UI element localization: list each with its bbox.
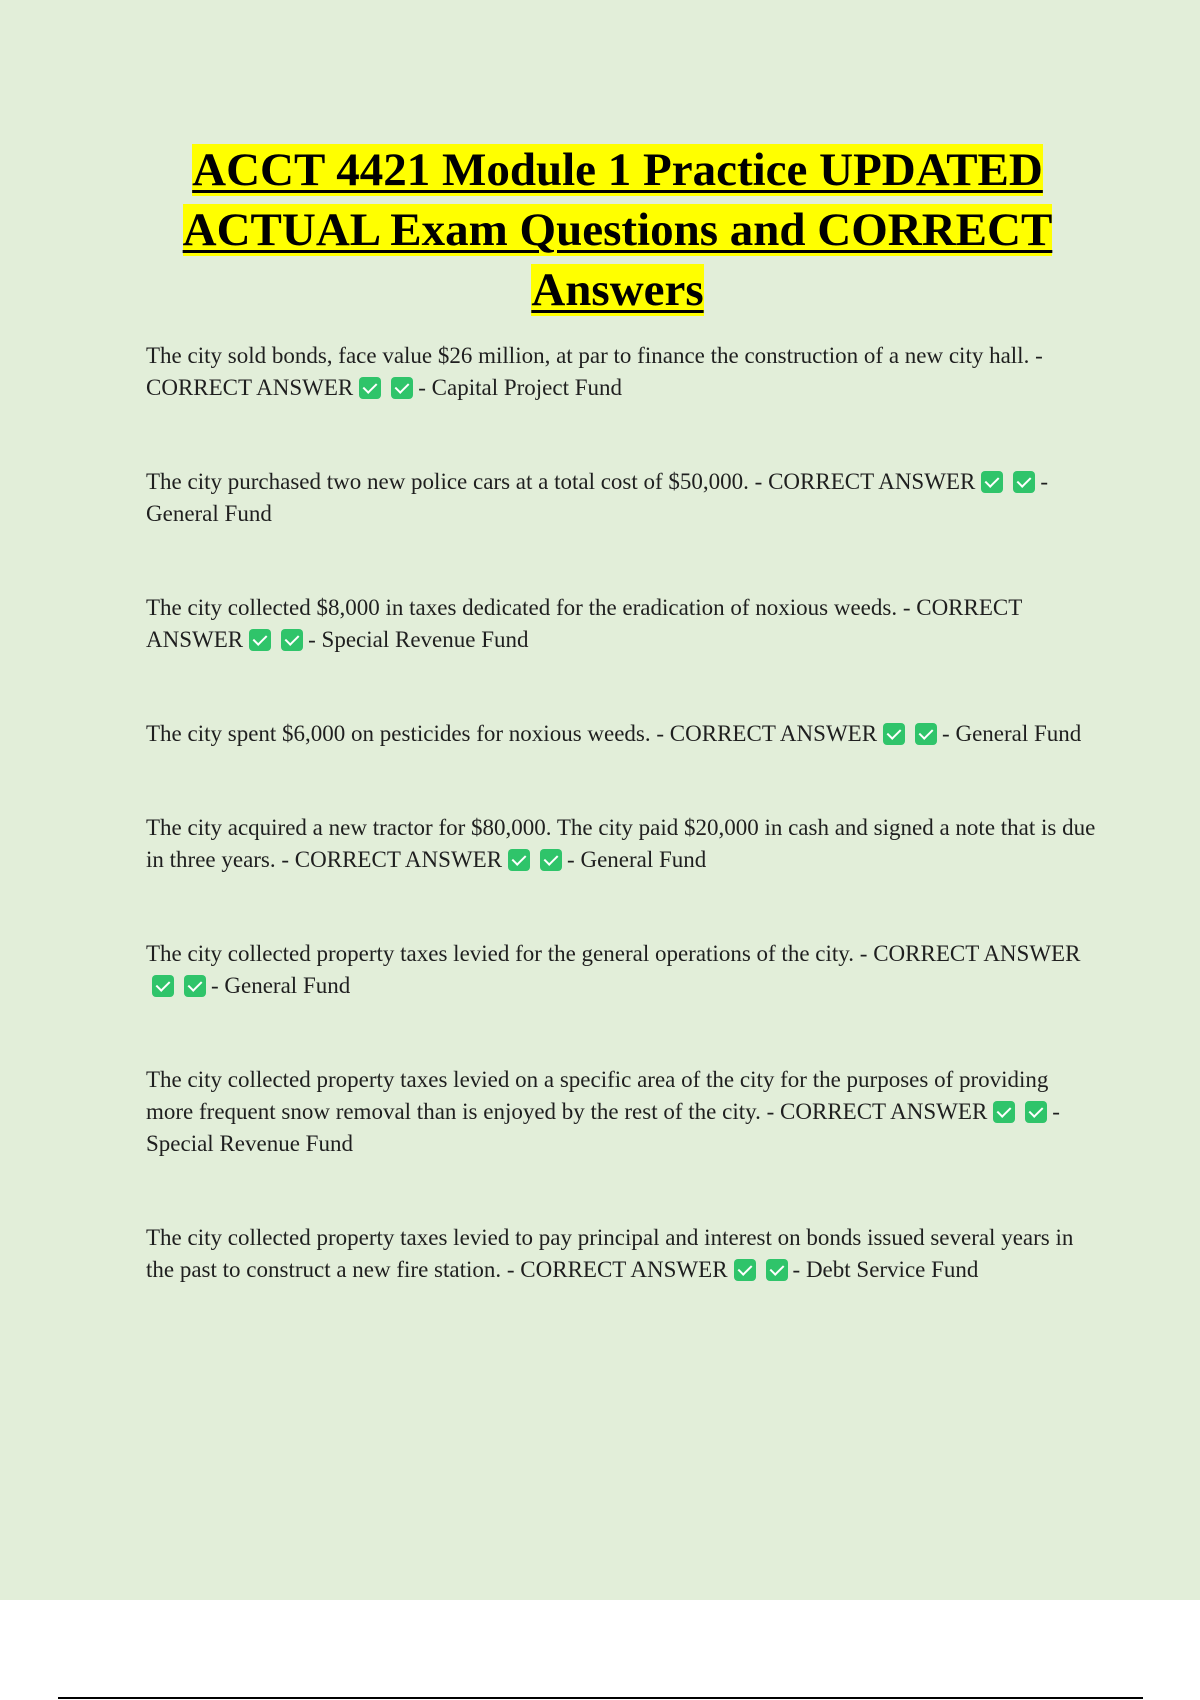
check-box-icon [993,1101,1015,1123]
answer-text: - General Fund [146,469,1048,526]
title-block [100,140,1135,320]
question-text: The city collected property taxes levied on a specific area of the city for the purposes of providing more frequent snow removal than is enjoyed by the rest of the city. - [146,1067,1049,1124]
check-box-icon [734,1259,756,1281]
qa-item [146,1222,1096,1286]
question-text: The city purchased two new police cars at a total cost of $50,000. - [146,469,769,494]
check-box-icon [1013,471,1035,493]
answer-marker: CORRECT ANSWER [146,375,354,400]
answer-text: - Capital Project Fund [418,375,623,400]
check-box-icon [1025,1101,1047,1123]
answer-marker: CORRECT ANSWER [768,469,976,494]
qa-item [146,1064,1096,1160]
check-box-icon [249,629,271,651]
question-text: The city spent $6,000 on pesticides for noxious weeds. - [146,721,670,746]
check-box-icon [152,975,174,997]
check-box-icon [184,975,206,997]
question-text: The city collected $8,000 in taxes dedicated for the eradication of noxious weeds. - [146,595,917,620]
check-box-icon [391,377,413,399]
qa-item [146,812,1096,876]
qa-item [146,340,1096,404]
question-text: The city sold bonds, face value $26 million, at par to finance the construction of a new city hall. - [146,343,1043,368]
qa-item [146,938,1096,1002]
check-box-icon [281,629,303,651]
check-box-icon [540,849,562,871]
answer-marker: CORRECT ANSWER [520,1257,728,1282]
answer-marker: CORRECT ANSWER [873,941,1081,966]
answer-text: - Special Revenue Fund [308,627,529,652]
qa-item [146,592,1096,656]
question-text: The city collected property taxes levied to pay principal and interest on bonds issued several years in the past to construct a new fire station. - [146,1225,1074,1282]
footer-divider [58,1697,1143,1699]
question-text: The city collected property taxes levied for the general operations of the city. - [146,941,874,966]
qa-list [146,340,1096,1286]
check-box-icon [981,471,1003,493]
check-box-icon [883,723,905,745]
qa-item [146,718,1096,750]
question-text: The city acquired a new tractor for $80,000. The city paid $20,000 in cash and signed a note that is due in three years. - [146,815,1096,872]
answer-text: - Debt Service Fund [792,1257,979,1282]
check-box-icon [915,723,937,745]
answer-text: - Special Revenue Fund [146,1099,1060,1156]
qa-item [146,466,1096,530]
answer-marker: CORRECT ANSWER [294,847,503,872]
check-box-icon [508,849,530,871]
check-box-icon [766,1259,788,1281]
page-title: ACCT 4421 Module 1 Practice UPDATED ACTUAL Exam Questions and CORRECT Answers [182,144,1053,316]
answer-text: - General Fund [942,721,1082,746]
answer-marker: CORRECT ANSWER [780,1099,988,1124]
answer-text: - General Fund [211,973,351,998]
answer-marker: CORRECT ANSWER [146,595,1022,652]
answer-text: - General Fund [567,847,707,872]
answer-marker: CORRECT ANSWER [669,721,878,746]
check-box-icon [359,377,381,399]
